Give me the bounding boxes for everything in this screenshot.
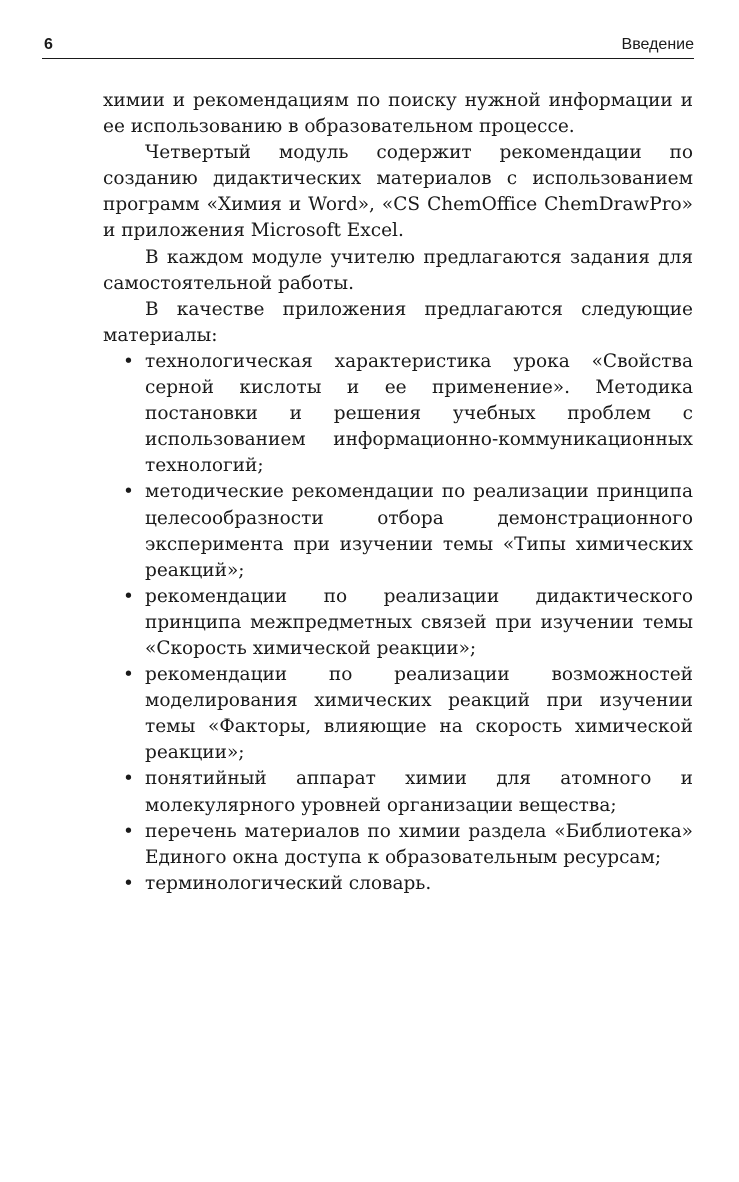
page-header [42,36,694,59]
list-item-text: понятийный аппарат химии для атомного и молекулярного уровней организации вещества; [145,768,693,816]
bullet-icon: • [123,820,134,842]
bullet-icon: • [123,872,134,894]
list-item [123,349,693,479]
list-item [123,871,693,897]
list-item [123,479,693,583]
bullet-icon: • [123,768,134,790]
list-item-text: перечень материалов по химии раздела «Библиотека» Единого окна доступа к образовательным ресурсам; [145,820,693,868]
running-title: Введение [621,36,694,53]
body-text [103,88,693,897]
paragraph-appendix-intro: В качестве приложения предлагаются следующие материалы: [103,298,693,346]
paragraph-module-four: Четвертый модуль содержит рекомендации по созданию дидактических материалов с использованием программ «Химия и Word», «CS ChemOffice ChemDrawPro» и приложения Microsoft Excel. [103,142,693,242]
list-item [123,584,693,662]
list-item-text: терминологический словарь. [145,872,432,894]
paragraph-continuation: химии и рекомендациям по поиску нужной информации и ее использованию в образовательном процессе. [103,90,693,138]
list-item [123,819,693,871]
appendix-list [103,349,693,897]
list-item-text: методические рекомендации по реализации принципа целесообразности отбора демонстрационного эксперимента при изучении темы «Типы химических реакций»; [145,481,693,581]
list-item-text: технологическая характеристика урока «Свойства серной кислоты и ее применение». Методика постановки и решения учебных проблем с использованием информационно-коммуникационных технологий; [145,350,693,477]
list-item [123,662,693,766]
list-item-text: рекомендации по реализации возможностей моделирования химических реакций при изучении темы «Факторы, влияющие на скорость химической реакции»; [145,664,693,764]
paragraph-tasks: В каждом модуле учителю предлагаются задания для самостоятельной работы. [103,246,693,294]
page-number: 6 [44,36,53,53]
bullet-icon: • [123,350,134,372]
list-item [123,766,693,818]
bullet-icon: • [123,481,134,503]
bullet-icon: • [123,664,134,686]
list-item-text: рекомендации по реализации дидактического принципа межпредметных связей при изучении темы «Скорость химической реакции»; [145,585,693,659]
bullet-icon: • [123,585,134,607]
